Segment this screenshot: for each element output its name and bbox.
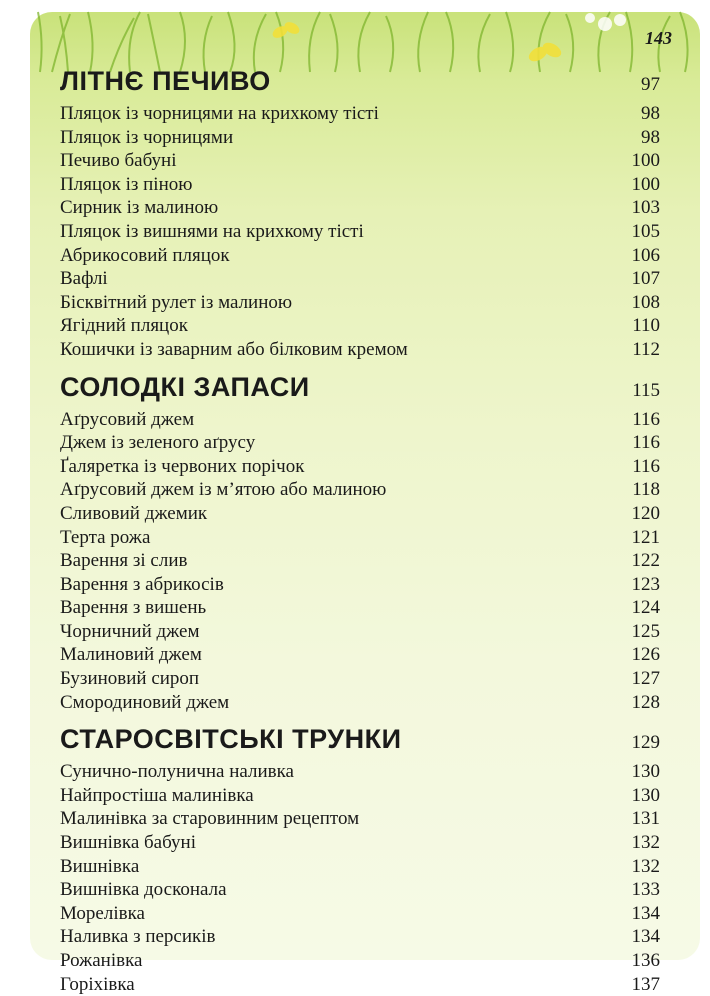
recipe-title: Малиновий джем xyxy=(60,644,202,666)
recipe-page-number: 130 xyxy=(631,784,660,806)
toc-entry xyxy=(60,478,660,502)
recipe-page-number: 128 xyxy=(631,691,660,713)
toc-entry xyxy=(60,760,660,784)
recipe-page-number: 122 xyxy=(631,550,660,572)
recipe-title: Бісквітний рулет із малиною xyxy=(60,291,293,313)
recipe-title: Джем із зеленого аґрусу xyxy=(60,432,256,454)
grass-decoration xyxy=(30,12,700,72)
recipe-title: Сирник із малиною xyxy=(60,197,219,219)
section-page-number: 129 xyxy=(631,732,660,754)
recipe-title: Рожанівка xyxy=(60,950,143,971)
page-number: 143 xyxy=(645,28,672,48)
toc-entry xyxy=(60,878,660,902)
recipe-title: Наливка з персиків xyxy=(60,926,216,948)
toc-entry xyxy=(60,408,660,432)
recipe-page-number: 121 xyxy=(631,526,660,548)
recipe-page-number: 132 xyxy=(631,855,660,877)
recipe-page-number: 100 xyxy=(631,173,660,195)
recipe-title: Найпростіша малинівка xyxy=(60,784,254,806)
toc-entry xyxy=(60,620,660,644)
recipe-title: Варення з абрикосів xyxy=(60,573,224,595)
recipe-page-number: 112 xyxy=(632,338,660,360)
recipe-page-number: 106 xyxy=(631,244,660,266)
toc-entry xyxy=(60,126,660,150)
toc-entry xyxy=(60,855,660,879)
recipe-page-number: 108 xyxy=(631,291,660,313)
recipe-page-number: 134 xyxy=(631,926,660,948)
toc-entry xyxy=(60,596,660,620)
recipe-page-number: 127 xyxy=(631,668,660,690)
recipe-title: Пляцок із чорницями xyxy=(60,126,234,148)
recipe-page-number: 137 xyxy=(631,973,660,995)
recipe-page-number: 107 xyxy=(631,268,660,290)
toc-entry xyxy=(60,925,660,949)
recipe-page-number: 134 xyxy=(631,902,660,924)
toc-entry xyxy=(60,173,660,197)
recipe-title: Ґаляретка із червоних порічок xyxy=(60,455,305,477)
toc-entry xyxy=(60,244,660,268)
toc-entry xyxy=(60,338,660,362)
recipe-page-number: 116 xyxy=(632,455,660,477)
recipe-page-number: 116 xyxy=(632,408,660,430)
recipe-title: Печиво бабуні xyxy=(60,150,177,172)
section-page-number: 115 xyxy=(632,379,660,401)
recipe-page-number: 131 xyxy=(631,808,660,830)
recipe-title: Аґрусовий джем із м’ятою або малиною xyxy=(60,479,387,501)
recipe-title: Бузиновий сироп xyxy=(60,668,200,690)
table-of-contents xyxy=(60,64,660,996)
recipe-title: Вафлі xyxy=(60,268,108,290)
recipe-page-number: 98 xyxy=(641,126,660,148)
recipe-page-number: 133 xyxy=(631,879,660,901)
toc-entry xyxy=(60,455,660,479)
toc-entry xyxy=(60,573,660,597)
recipe-title: Сунично-полунична наливка xyxy=(60,761,294,783)
section-heading xyxy=(60,370,660,408)
recipe-page-number: 126 xyxy=(631,644,660,666)
toc-entry xyxy=(60,267,660,291)
recipe-title: Варення з вишень xyxy=(60,597,207,619)
recipe-title: Малинівка за старовинним рецептом xyxy=(60,808,360,830)
recipe-title: Кошички із заварним або білковим кремом xyxy=(60,338,408,360)
recipe-title: Сливовий джемик xyxy=(60,502,208,524)
recipe-title: Пляцок із вишнями на крихкому тісті xyxy=(60,220,364,242)
toc-entry xyxy=(60,691,660,715)
recipe-title: Аґрусовий джем xyxy=(60,408,195,430)
recipe-page-number: 98 xyxy=(641,103,660,124)
toc-entry xyxy=(60,431,660,455)
recipe-title: Варення зі слив xyxy=(60,550,188,572)
recipe-page-number: 123 xyxy=(631,573,660,595)
butterfly-icon xyxy=(526,40,563,64)
recipe-title: Чорничний джем xyxy=(60,620,200,642)
recipe-title: Пляцок із піною xyxy=(60,173,193,195)
section-title: ЛІТНЄ ПЕЧИВО xyxy=(60,66,271,96)
recipe-title: Ягідний пляцок xyxy=(60,315,188,337)
section-spacer xyxy=(60,714,660,722)
book-page xyxy=(30,12,700,995)
daisy-icon xyxy=(585,13,626,31)
recipe-title: Смородиновий джем xyxy=(60,691,230,713)
butterfly-icon xyxy=(271,20,302,41)
toc-entry xyxy=(60,667,660,691)
recipe-title: Вишнівка xyxy=(60,855,140,877)
recipe-title: Пляцок із чорницями на крихкому тісті xyxy=(60,103,379,124)
toc-entry xyxy=(60,973,660,996)
recipe-title: Терта рожа xyxy=(60,526,151,548)
toc-entry xyxy=(60,526,660,550)
toc-entry xyxy=(60,902,660,926)
recipe-title: Вишнівка досконала xyxy=(60,879,227,901)
recipe-page-number: 132 xyxy=(631,832,660,854)
recipe-page-number: 110 xyxy=(632,315,660,337)
toc-entry xyxy=(60,220,660,244)
section-heading xyxy=(60,722,660,760)
section-heading xyxy=(60,64,660,102)
section-title: СТАРОСВІТСЬКІ ТРУНКИ xyxy=(60,724,402,755)
toc-entry xyxy=(60,149,660,173)
toc-entry xyxy=(60,831,660,855)
toc-entry xyxy=(60,807,660,831)
recipe-page-number: 118 xyxy=(632,479,660,501)
recipe-page-number: 124 xyxy=(631,597,660,619)
recipe-page-number: 105 xyxy=(631,220,660,242)
recipe-page-number: 125 xyxy=(631,620,660,642)
toc-entry xyxy=(60,643,660,667)
toc-entry xyxy=(60,314,660,338)
toc-entry xyxy=(60,196,660,220)
toc-entry xyxy=(60,502,660,526)
recipe-title: Горіхівка xyxy=(60,973,135,995)
toc-entry xyxy=(60,784,660,808)
recipe-page-number: 120 xyxy=(631,502,660,524)
recipe-title: Вишнівка бабуні xyxy=(60,832,197,854)
recipe-page-number: 100 xyxy=(631,150,660,172)
toc-entry xyxy=(60,949,660,973)
recipe-page-number: 103 xyxy=(631,197,660,219)
recipe-page-number: 136 xyxy=(631,950,660,971)
recipe-page-number: 130 xyxy=(631,761,660,783)
section-spacer xyxy=(60,362,660,370)
section-page-number: 97 xyxy=(641,74,660,95)
section-title: СОЛОДКІ ЗАПАСИ xyxy=(60,371,310,402)
recipe-page-number: 116 xyxy=(632,432,660,454)
toc-entry xyxy=(60,102,660,126)
toc-entry xyxy=(60,291,660,315)
recipe-title: Морелівка xyxy=(60,902,145,924)
toc-entry xyxy=(60,549,660,573)
recipe-title: Абрикосовий пляцок xyxy=(60,244,230,266)
